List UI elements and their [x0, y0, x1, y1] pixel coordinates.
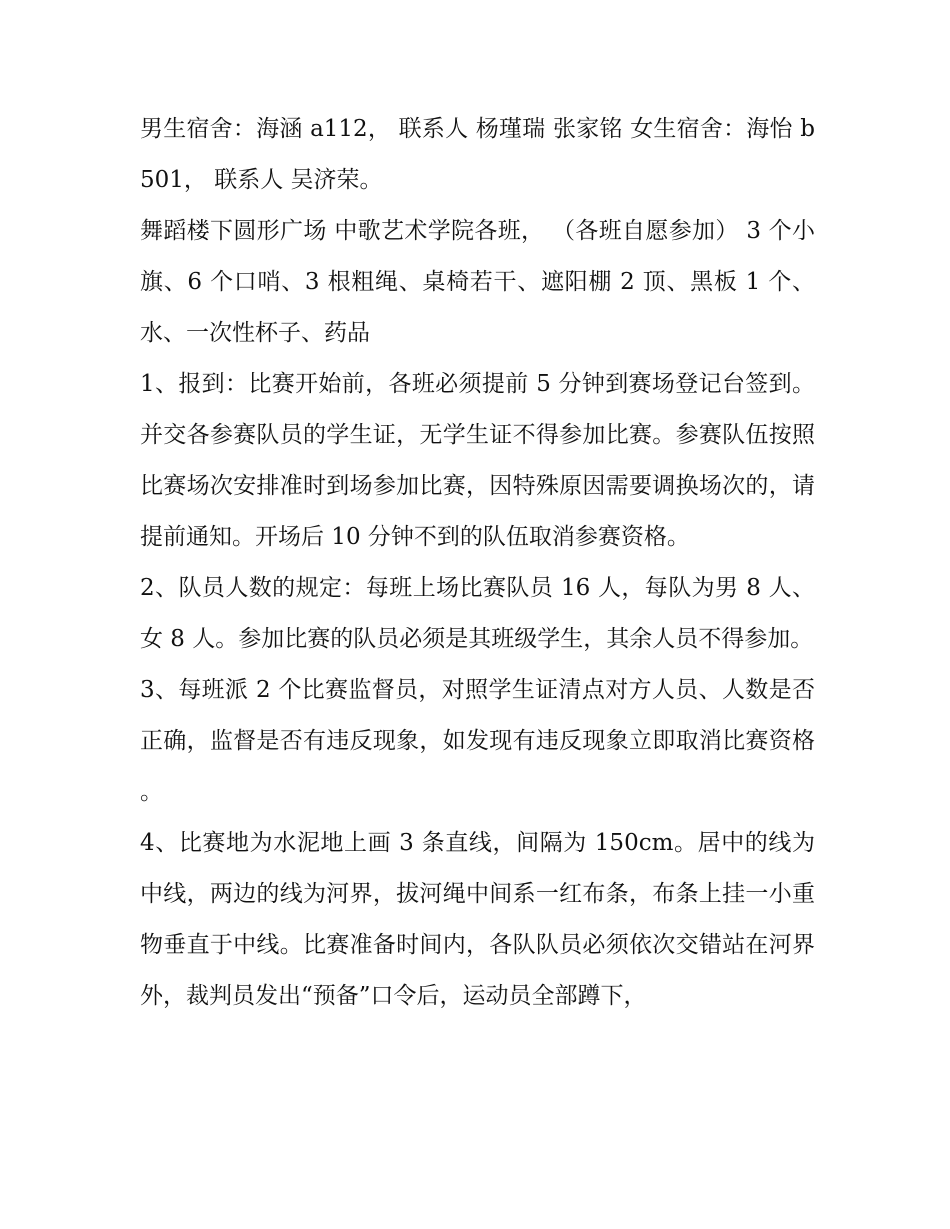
rule-4-field-paragraph: 4、比赛地为水泥地上画 3 条直线，间隔为 150cm。居中的线为中线，两边的线为河界，拔河绳中间系一红布条，布条上挂一小重物垂直于中线。比赛准备时间内，各队队员必须依次交错站在河界外，裁判员发出“预备”口令后，运动员全部蹲下，	[140, 830, 815, 1009]
document-body	[140, 104, 815, 1022]
rule-1-registration-paragraph: 1、报到：比赛开始前，各班必须提前 5 分钟到赛场登记台签到。并交各参赛队员的学生证，无学生证不得参加比赛。参赛队伍按照比赛场次安排准时到场参加比赛，因特殊原因需要调换场次的，请提前通知。开场后 10 分钟不到的队伍取消参赛资格。	[140, 371, 815, 550]
dormitory-contact-paragraph: 男生宿舍：海涵 a112， 联系人 杨瑾瑞 张家铭 女生宿舍：海怡 b501， 联系人 吴济荣。	[140, 116, 815, 193]
rule-3-supervisors-paragraph: 3、每班派 2 个比赛监督员，对照学生证清点对方人员、人数是否正确，监督是否有违反现象，如发现有违反现象立即取消比赛资格。	[140, 677, 815, 805]
rule-2-team-size-paragraph: 2、队员人数的规定：每班上场比赛队员 16 人，每队为男 8 人、女 8 人。参加比赛的队员必须是其班级学生，其余人员不得参加。	[140, 575, 815, 652]
venue-equipment-paragraph: 舞蹈楼下圆形广场 中歌艺术学院各班， （各班自愿参加） 3 个小旗、6 个口哨、3 根粗绳、桌椅若干、遮阳棚 2 顶、黑板 1 个、水、一次性杯子、药品	[140, 218, 815, 346]
